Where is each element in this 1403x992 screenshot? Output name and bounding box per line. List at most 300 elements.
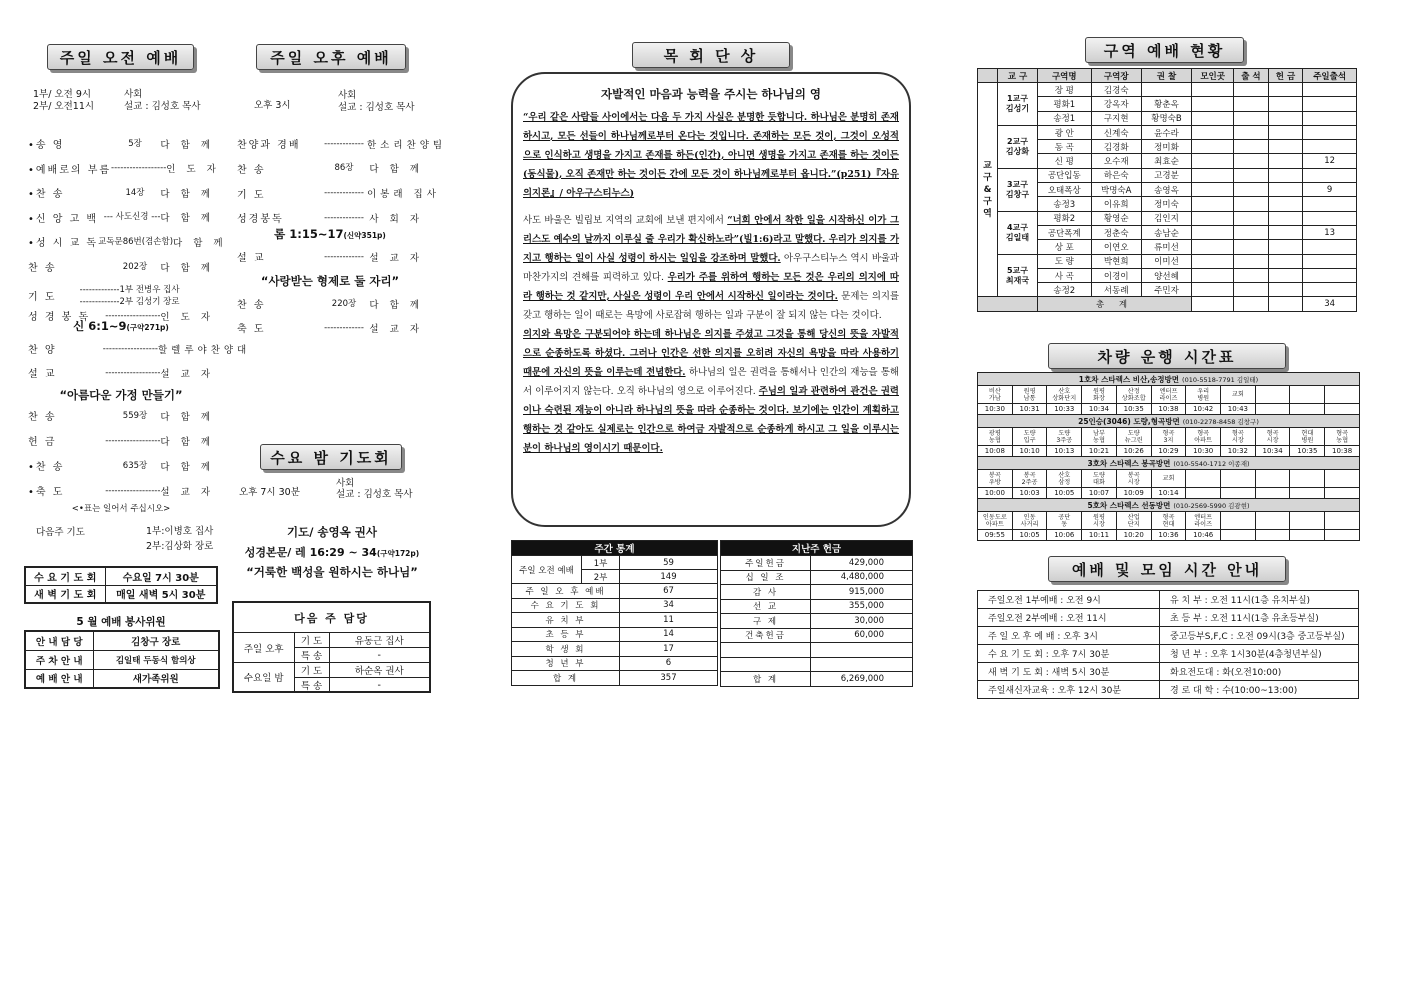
order-row-role: 다 함 께 [160, 461, 214, 473]
vehicle-stop: 도량 입구 [1012, 428, 1047, 446]
meeting-row [978, 591, 1359, 609]
district-cell [1303, 97, 1357, 111]
vehicle-stop [1221, 512, 1256, 530]
vehicle-time [1221, 530, 1256, 541]
vehicle-stop: 산업 단지 [1116, 512, 1151, 530]
vehicle-route-header [978, 415, 1360, 428]
stats-value: 14 [620, 627, 718, 642]
wednesday-service-banner: 수요 밤 기도회 [260, 444, 402, 470]
district-cell [1268, 125, 1303, 139]
district-cell [1268, 154, 1303, 168]
district-cell [1303, 125, 1357, 139]
order-row [28, 210, 214, 225]
order-row-role: 다 함 께 [160, 188, 214, 200]
meeting-left: 주일오전 2부예배 : 오전 11시 [978, 609, 1160, 627]
district-cell [1234, 83, 1269, 97]
vehicle-stop: 교회 [1151, 470, 1186, 488]
offering-row [721, 556, 913, 571]
vehicle-route-header [978, 373, 1360, 386]
vehicle-time: 10:29 [1151, 446, 1186, 457]
district-cell [1192, 268, 1234, 282]
pastoral-para3a: 의지와 욕망은 구분되어야 하는데 하나님은 의지를 주셨고 그것을 통해 당신의 뜻을 자발적으로 순종하도록 하셨다. 그러나 인간은 선한 의지를 오히려 자신의 욕망을 따라 사용하기 때문에 자신의 뜻을 이루는데 전념한다. [523, 329, 899, 378]
district-cell [1234, 211, 1269, 225]
order-row-role: 다 함 께 [160, 436, 214, 448]
order-row [28, 136, 214, 151]
meeting-left: 주 일 오 후 예 배 : 오후 3시 [978, 627, 1160, 645]
offering-label: 합 계 [721, 672, 811, 687]
district-cell: 이유희 [1091, 197, 1141, 211]
district-cell: 이연오 [1091, 240, 1141, 254]
stats-label: 학 생 회 [512, 642, 620, 657]
next-week-name: 하순옥 권사 [329, 663, 429, 678]
order-row-label: •찬 송 [28, 462, 65, 473]
order-row-role: 인 도 자 [166, 164, 220, 176]
district-cell [1192, 125, 1234, 139]
district-cell: 이미선 [1141, 254, 1191, 268]
order-row-role: 설 교 자 [369, 252, 423, 264]
offering-label [721, 643, 811, 658]
district-cell [1268, 97, 1303, 111]
vehicle-stops-row [978, 512, 1360, 530]
vehicle-stop: 산호 상화단지 [1047, 386, 1082, 404]
vehicle-stop: 엔터프 라이즈 [1151, 386, 1186, 404]
district-cell [1192, 211, 1234, 225]
district-header: 교 구 [998, 69, 1038, 83]
stats-value: 17 [620, 642, 718, 657]
vehicle-stop: 도량 대화 [1082, 470, 1117, 488]
order-row-role: 다 함 께 [173, 237, 227, 249]
district-cell: 하은숙 [1091, 168, 1141, 182]
order-row [237, 296, 423, 311]
district-cell [1303, 283, 1357, 297]
stats-row [512, 642, 718, 657]
order-row-detail: 635장 [122, 460, 148, 471]
vehicle-stop [1290, 512, 1325, 530]
vehicle-time: 10:38 [1151, 404, 1186, 415]
vehicle-stop: 엔터프 라이즈 [1186, 512, 1221, 530]
meeting-right: 유 치 부 : 오전 11시(1층 유치부실) [1160, 591, 1359, 609]
district-cell: 사 곡 [1037, 268, 1091, 282]
district-cell: 공단입동 [1037, 168, 1091, 182]
vehicle-stop: 형곡 3지 [1151, 428, 1186, 446]
district-row [978, 125, 1357, 139]
offering-label: 건축헌금 [721, 628, 811, 643]
meeting-times-banner: 예배 및 모임 시간 안내 [1048, 556, 1286, 582]
order-row-label: 찬 송 [28, 263, 57, 274]
district-cell [1192, 83, 1234, 97]
vehicle-time [1255, 404, 1290, 415]
afternoon-scripture-text: 롬 1:15~17 [274, 227, 344, 241]
vehicle-time: 10:06 [1047, 530, 1082, 541]
district-cell [1192, 111, 1234, 125]
district-cell: 도 량 [1037, 254, 1091, 268]
stats-value: 357 [620, 671, 718, 686]
order-row-detail: ------------- [324, 251, 364, 262]
district-cell [1192, 225, 1234, 239]
prayer-meeting-time: 수요일 7시 30분 [105, 567, 217, 585]
order-row-detail: ------------- [324, 322, 364, 333]
order-row-role: 설 교 자 [369, 323, 423, 335]
district-cell [1234, 268, 1269, 282]
district-cell [1303, 254, 1357, 268]
district-cell [1303, 111, 1357, 125]
order-row-role: 인 도 자 [160, 311, 214, 323]
order-row-detail: 14장 [125, 187, 145, 198]
district-cell: 상 포 [1037, 240, 1091, 254]
meeting-right: 초 등 부 : 오전 11시(1층 유초등부실) [1160, 609, 1359, 627]
vehicle-time: 10:46 [1186, 530, 1221, 541]
district-cell: 정미숙 [1141, 197, 1191, 211]
order-row-label: •신 앙 고 백 [28, 213, 99, 225]
volunteer-role: 예 배 안 내 [25, 669, 93, 688]
order-row [28, 284, 214, 308]
vehicle-stops-row [978, 470, 1360, 488]
vehicle-stop: 비산 가남 [978, 386, 1013, 404]
order-row-detail: 202장 [122, 261, 148, 272]
prayer-meeting-name: 새 벽 기 도 회 [25, 585, 105, 603]
district-cell: 송남순 [1141, 225, 1191, 239]
morning-scripture-page: (구약271p) [126, 323, 169, 332]
pastoral-banner: 목 회 단 상 [632, 42, 790, 68]
district-cell: 신계숙 [1091, 125, 1141, 139]
vehicle-stop: 공단 동 [1047, 512, 1082, 530]
vehicle-stop [1290, 470, 1325, 488]
district-cell [1192, 254, 1234, 268]
order-row-detail: ------------- [324, 188, 364, 199]
vehicle-time [1325, 530, 1360, 541]
stats-label: 합 계 [512, 671, 620, 686]
district-cell [1234, 111, 1269, 125]
district-cell: 황영순 [1091, 211, 1141, 225]
vehicle-stop: 원평 시장 [1082, 512, 1117, 530]
order-row-detail: -------------1부 전병우 집사 -------------2부 김성기 장로 [79, 284, 180, 307]
vehicle-route-phone: (010-5540-1712 이종재) [1173, 459, 1250, 468]
district-cell [1192, 97, 1234, 111]
district-cell: 신 평 [1037, 154, 1091, 168]
order-row-detail: 220장 [331, 298, 357, 309]
district-cell [1268, 225, 1303, 239]
order-row-role: 이봉래 집사 [367, 189, 440, 201]
meeting-left: 주일새신자교육 : 오후 12시 30분 [978, 681, 1160, 699]
district-banner: 구역 예배 현황 [1085, 37, 1244, 63]
order-row-role: 다 함 께 [160, 139, 214, 151]
vehicle-route-phone: (010-2278-8458 김창구) [1182, 417, 1259, 426]
vehicle-stop: 봉곡 우방 [978, 470, 1013, 488]
district-cell [1303, 140, 1357, 154]
stats-label: 유 치 부 [512, 613, 620, 628]
district-cell [1303, 83, 1357, 97]
district-side-header [978, 69, 998, 83]
vehicle-stop: 형곡 시장 [1255, 428, 1290, 446]
meeting-times-table [977, 590, 1359, 699]
vehicle-stop: 광평 농협 [978, 428, 1013, 446]
vehicle-time: 10:07 [1082, 488, 1117, 499]
district-cell: 최효순 [1141, 154, 1191, 168]
vehicle-stop: 원평 화장 [1082, 386, 1117, 404]
service-time-2: 2부/ 오전11시 [33, 101, 95, 112]
district-cell [1268, 268, 1303, 282]
order-row [237, 320, 423, 335]
order-row-label: 설 교 [237, 253, 266, 264]
order-row-detail: ------------- [324, 212, 364, 223]
vehicle-time: 10:14 [1151, 488, 1186, 499]
district-cell [1234, 240, 1269, 254]
order-row-label: 찬 송 [237, 300, 266, 311]
district-total-empty [1268, 297, 1303, 312]
vehicle-time: 10:35 [1290, 446, 1325, 457]
order-row-detail: 5장 [128, 138, 142, 149]
stats-value: 11 [620, 613, 718, 628]
vehicle-time: 10:42 [1186, 404, 1221, 415]
vehicle-stop: 남부 농협 [1082, 428, 1117, 446]
order-row-label: 찬 송 [237, 164, 266, 176]
offering-value: 355,000 [811, 599, 913, 614]
meeting-right: 중고등부S,F,C : 오전 09시(3층 중고등부실) [1160, 627, 1359, 645]
vehicle-stop [1325, 470, 1360, 488]
vehicle-schedule [977, 372, 1360, 541]
order-row-label: 찬 송 [28, 412, 57, 423]
offering-value: 30,000 [811, 614, 913, 629]
order-row [28, 259, 214, 274]
pastoral-para1: “우리 같은 사람들 사이에서는 다음 두 가지 사실은 분명한 듯합니다. 하나님은 분명히 존재하시고, 모든 선들이 하나님께로부터 온다는 것입니다. 존재하는 모든 것이, 그것이 오성적으로 인식하고 생명을 가지고 존재를 하든(인간), 아니면 생명을 가지고 존재를 하는 것이든(동식물), 오직 존재만 하는 것이든 간에 모든 것이 하나님께로부터 옵니다.”(p251)『자유 의지론』/ 아우구스티누스) [523, 112, 899, 199]
vehicle-time: 10:00 [978, 488, 1013, 499]
vehicle-time: 10:20 [1116, 530, 1151, 541]
district-cell [1268, 168, 1303, 182]
vehicle-stop: 형곡 농협 [1325, 428, 1360, 446]
vehicle-time: 10:11 [1082, 530, 1117, 541]
vehicle-route-title [978, 457, 1360, 470]
vehicle-stop: 우리 병원 [1186, 386, 1221, 404]
service-time-1: 1부/ 오전 9시 [33, 89, 92, 100]
meeting-left: 새 벽 기 도 회 : 새벽 5시 30분 [978, 663, 1160, 681]
next-prayer-1: 1부:이병호 집사 [146, 526, 214, 537]
order-row-detail: 교독문86번(겸손함) [98, 236, 174, 247]
district-total-empty [1192, 297, 1234, 312]
offering-value: 429,000 [811, 556, 913, 571]
district-cell [1268, 211, 1303, 225]
vehicle-time: 10:31 [1012, 404, 1047, 415]
district-cell: 송정3 [1037, 197, 1091, 211]
district-cell: 송정1 [1037, 111, 1091, 125]
vehicle-times-row [978, 446, 1360, 457]
morning-service-banner: 주일 오전 예배 [47, 44, 194, 70]
offering-row [721, 599, 913, 614]
order-row-label: •축 도 [28, 487, 65, 498]
vehicle-stop [1255, 470, 1290, 488]
pastoral-essay [511, 72, 911, 527]
vehicle-route-title [978, 499, 1360, 512]
offering-row [721, 657, 913, 672]
vehicle-time: 09:55 [978, 530, 1013, 541]
district-cell [1303, 197, 1357, 211]
district-header: 구역명 [1037, 69, 1091, 83]
volunteer-name: 새가족위원 [93, 669, 219, 688]
district-cell [1234, 168, 1269, 182]
district-total-label: 총 계 [1037, 297, 1191, 312]
offering-label: 주일헌금 [721, 556, 811, 571]
order-row-detail: ------------------ [105, 367, 161, 378]
stats-label: 초 등 부 [512, 627, 620, 642]
prayer-meeting-time: 매일 새벽 5시 30분 [105, 585, 217, 603]
order-row-detail: ------------------ [105, 435, 161, 446]
district-cell: 류미선 [1141, 240, 1191, 254]
wednesday-scripture-page: (구약172p) [376, 549, 420, 558]
district-cell: 송영옥 [1141, 183, 1191, 197]
afternoon-service-banner: 주일 오후 예배 [256, 44, 406, 70]
order-row-label: 축 도 [237, 324, 266, 335]
district-cell [1192, 283, 1234, 297]
district-header: 권 찰 [1141, 69, 1191, 83]
district-group-name: 3교구 김창구 [998, 168, 1038, 211]
district-side-label: 교구 & 구역 [978, 83, 998, 297]
vehicle-stop: 원평 남통 [1012, 386, 1047, 404]
vehicle-route-header [978, 457, 1360, 470]
order-row-role: 설 교 자 [160, 368, 214, 380]
wednesday-presider: 사회 설교 : 김성호 목사 [336, 478, 413, 500]
district-cell [1268, 140, 1303, 154]
wednesday-time: 오후 7시 30분 [239, 487, 300, 498]
vehicle-stop: 형곡 아파트 [1186, 428, 1221, 446]
afternoon-scripture-page: (신약351p) [343, 231, 386, 240]
next-week-box [232, 601, 431, 693]
stats-label: 주일 오전 예배 [512, 556, 582, 584]
vehicle-stop [1255, 512, 1290, 530]
district-cell: 오태폭상 [1037, 183, 1091, 197]
next-week-name: - [329, 648, 429, 663]
order-row-label: 찬 양 [28, 345, 57, 356]
order-row-detail: ------------------ [102, 343, 158, 354]
vehicle-route-header [978, 499, 1360, 512]
vehicle-route-title [978, 373, 1360, 386]
district-cell [1234, 97, 1269, 111]
vehicle-time: 10:05 [1012, 530, 1047, 541]
vehicle-time: 10:08 [978, 446, 1013, 457]
order-row [28, 341, 251, 356]
district-cell: 송정2 [1037, 283, 1091, 297]
order-row-role: 다 함 께 [160, 262, 214, 274]
district-cell [1268, 111, 1303, 125]
district-cell [1268, 283, 1303, 297]
vehicle-time: 10:35 [1116, 404, 1151, 415]
district-cell [1192, 168, 1234, 182]
district-cell [1192, 240, 1234, 254]
district-header: 구역장 [1091, 69, 1141, 83]
prayer-meeting-name: 수 요 기 도 회 [25, 567, 105, 585]
stats-value: 6 [620, 656, 718, 671]
meeting-row [978, 645, 1359, 663]
vehicle-time [1290, 404, 1325, 415]
stats-label: 주 일 오 후 예배 [512, 584, 620, 599]
vehicle-time: 10:05 [1047, 488, 1082, 499]
vehicle-time [1221, 488, 1256, 499]
order-row [237, 186, 440, 201]
next-week-duty: 특 송 [294, 648, 329, 663]
order-row-label: •예배로의 부름 [28, 164, 112, 176]
morning-service-times [33, 89, 94, 113]
vehicle-stop: 봉곡 2주공 [1012, 470, 1047, 488]
order-row-detail: ------------- [324, 138, 364, 149]
morning-presider: 사회 설교 : 김성호 목사 [124, 89, 201, 112]
district-cell [1234, 183, 1269, 197]
stats-row [512, 627, 718, 642]
vehicle-time: 10:36 [1151, 530, 1186, 541]
district-cell [1234, 154, 1269, 168]
district-cell: 정미화 [1141, 140, 1191, 154]
vehicle-time: 10:13 [1047, 446, 1082, 457]
district-cell: 이경이 [1091, 268, 1141, 282]
vehicle-route-name: 5호차 스타렉스 선동방면 [1087, 500, 1171, 510]
order-row [28, 483, 214, 498]
order-row-role: 다 함 께 [369, 164, 423, 176]
district-cell [1192, 154, 1234, 168]
vehicle-times-row [978, 404, 1360, 415]
offering-label [721, 657, 811, 672]
district-cell: 광 안 [1037, 125, 1091, 139]
order-row [28, 185, 214, 200]
vehicle-stops-row [978, 428, 1360, 446]
vehicle-time: 10:38 [1325, 446, 1360, 457]
district-header: 헌 금 [1268, 69, 1303, 83]
wednesday-scripture [232, 544, 432, 560]
meeting-left: 수 요 기 도 회 : 오후 7시 30분 [978, 645, 1160, 663]
afternoon-scripture [237, 226, 423, 242]
pastoral-para3c: 주님의 일과 관련하여 관건은 권력이나 숙련된 재능이 아니라 하나님의 뜻을 따라 순종하는 것이다. 보기에는 인간이 계획하고 행하는 것 같아도 실제로는 인간으로 하여금 자발적으로 순종하게 하시고 그 일을 이루시는 분이 하나님의 영이시기 때문이다. [523, 386, 899, 454]
vehicle-stop: 인동도로 아파트 [978, 512, 1013, 530]
offering-label: 구 제 [721, 614, 811, 629]
vehicle-time [1290, 530, 1325, 541]
stats-value: 149 [620, 570, 718, 584]
district-row [978, 254, 1357, 268]
volunteer-role: 안 내 담 당 [25, 631, 93, 650]
district-cell [1234, 125, 1269, 139]
pastoral-para2b: “너희 안에서 착한 일을 시작하신 이가 그리스도 예수의 날까지 이루실 줄 우리가 확신하노라”(빌1:6)라고 말했다. 우리가 의지를 가지고 행하는 일이 사실 성령이 하시는 일임을 강조하며 말했다. [523, 215, 899, 264]
next-week-service: 주일 오후 [234, 633, 294, 663]
district-cell [1192, 183, 1234, 197]
district-cell: 오수재 [1091, 154, 1141, 168]
order-row [28, 161, 220, 176]
vehicle-route-phone: (010-2569-5990 김광현) [1173, 501, 1250, 510]
district-cell: 장 평 [1037, 83, 1091, 97]
next-week-duty: 기 도 [294, 663, 329, 678]
district-group-name: 2교구 김상화 [998, 125, 1038, 168]
next-week-service: 수요일 밤 [234, 663, 294, 693]
order-row [237, 249, 423, 264]
stats-row [512, 671, 718, 686]
vehicle-route-name: 1호차 스타렉스 비산,송정방면 [1078, 374, 1180, 384]
vehicle-stops-row [978, 386, 1360, 404]
vehicle-stop [1325, 512, 1360, 530]
offering-value [811, 643, 913, 658]
stats-row [512, 656, 718, 671]
district-cell: 양선혜 [1141, 268, 1191, 282]
vehicle-time [1255, 530, 1290, 541]
offering-label: 감 사 [721, 585, 811, 600]
district-cell [1268, 83, 1303, 97]
offering-table [720, 540, 913, 687]
offering-row [721, 643, 913, 658]
district-cell: 동 곡 [1037, 140, 1091, 154]
offering-row [721, 614, 913, 629]
pastoral-para2d: 우리가 주를 위하여 행하는 모든 것은 우리의 의지에 따라 행하는 것 같지만, 사실은 성령이 우리 안에서 시작하신 일이라는 것이다. [523, 272, 899, 302]
weekly-stats-table [511, 540, 718, 686]
pastoral-paragraph-2 [523, 211, 899, 325]
offering-row [721, 628, 913, 643]
vehicle-banner: 차량 운행 시간표 [1048, 343, 1286, 369]
district-cell: 정춘숙 [1091, 225, 1141, 239]
order-row-role: 다 함 께 [160, 411, 214, 423]
weekly-stats-title: 주간 통계 [512, 541, 718, 556]
morning-scripture-text: 신 6:1~9 [73, 319, 127, 333]
